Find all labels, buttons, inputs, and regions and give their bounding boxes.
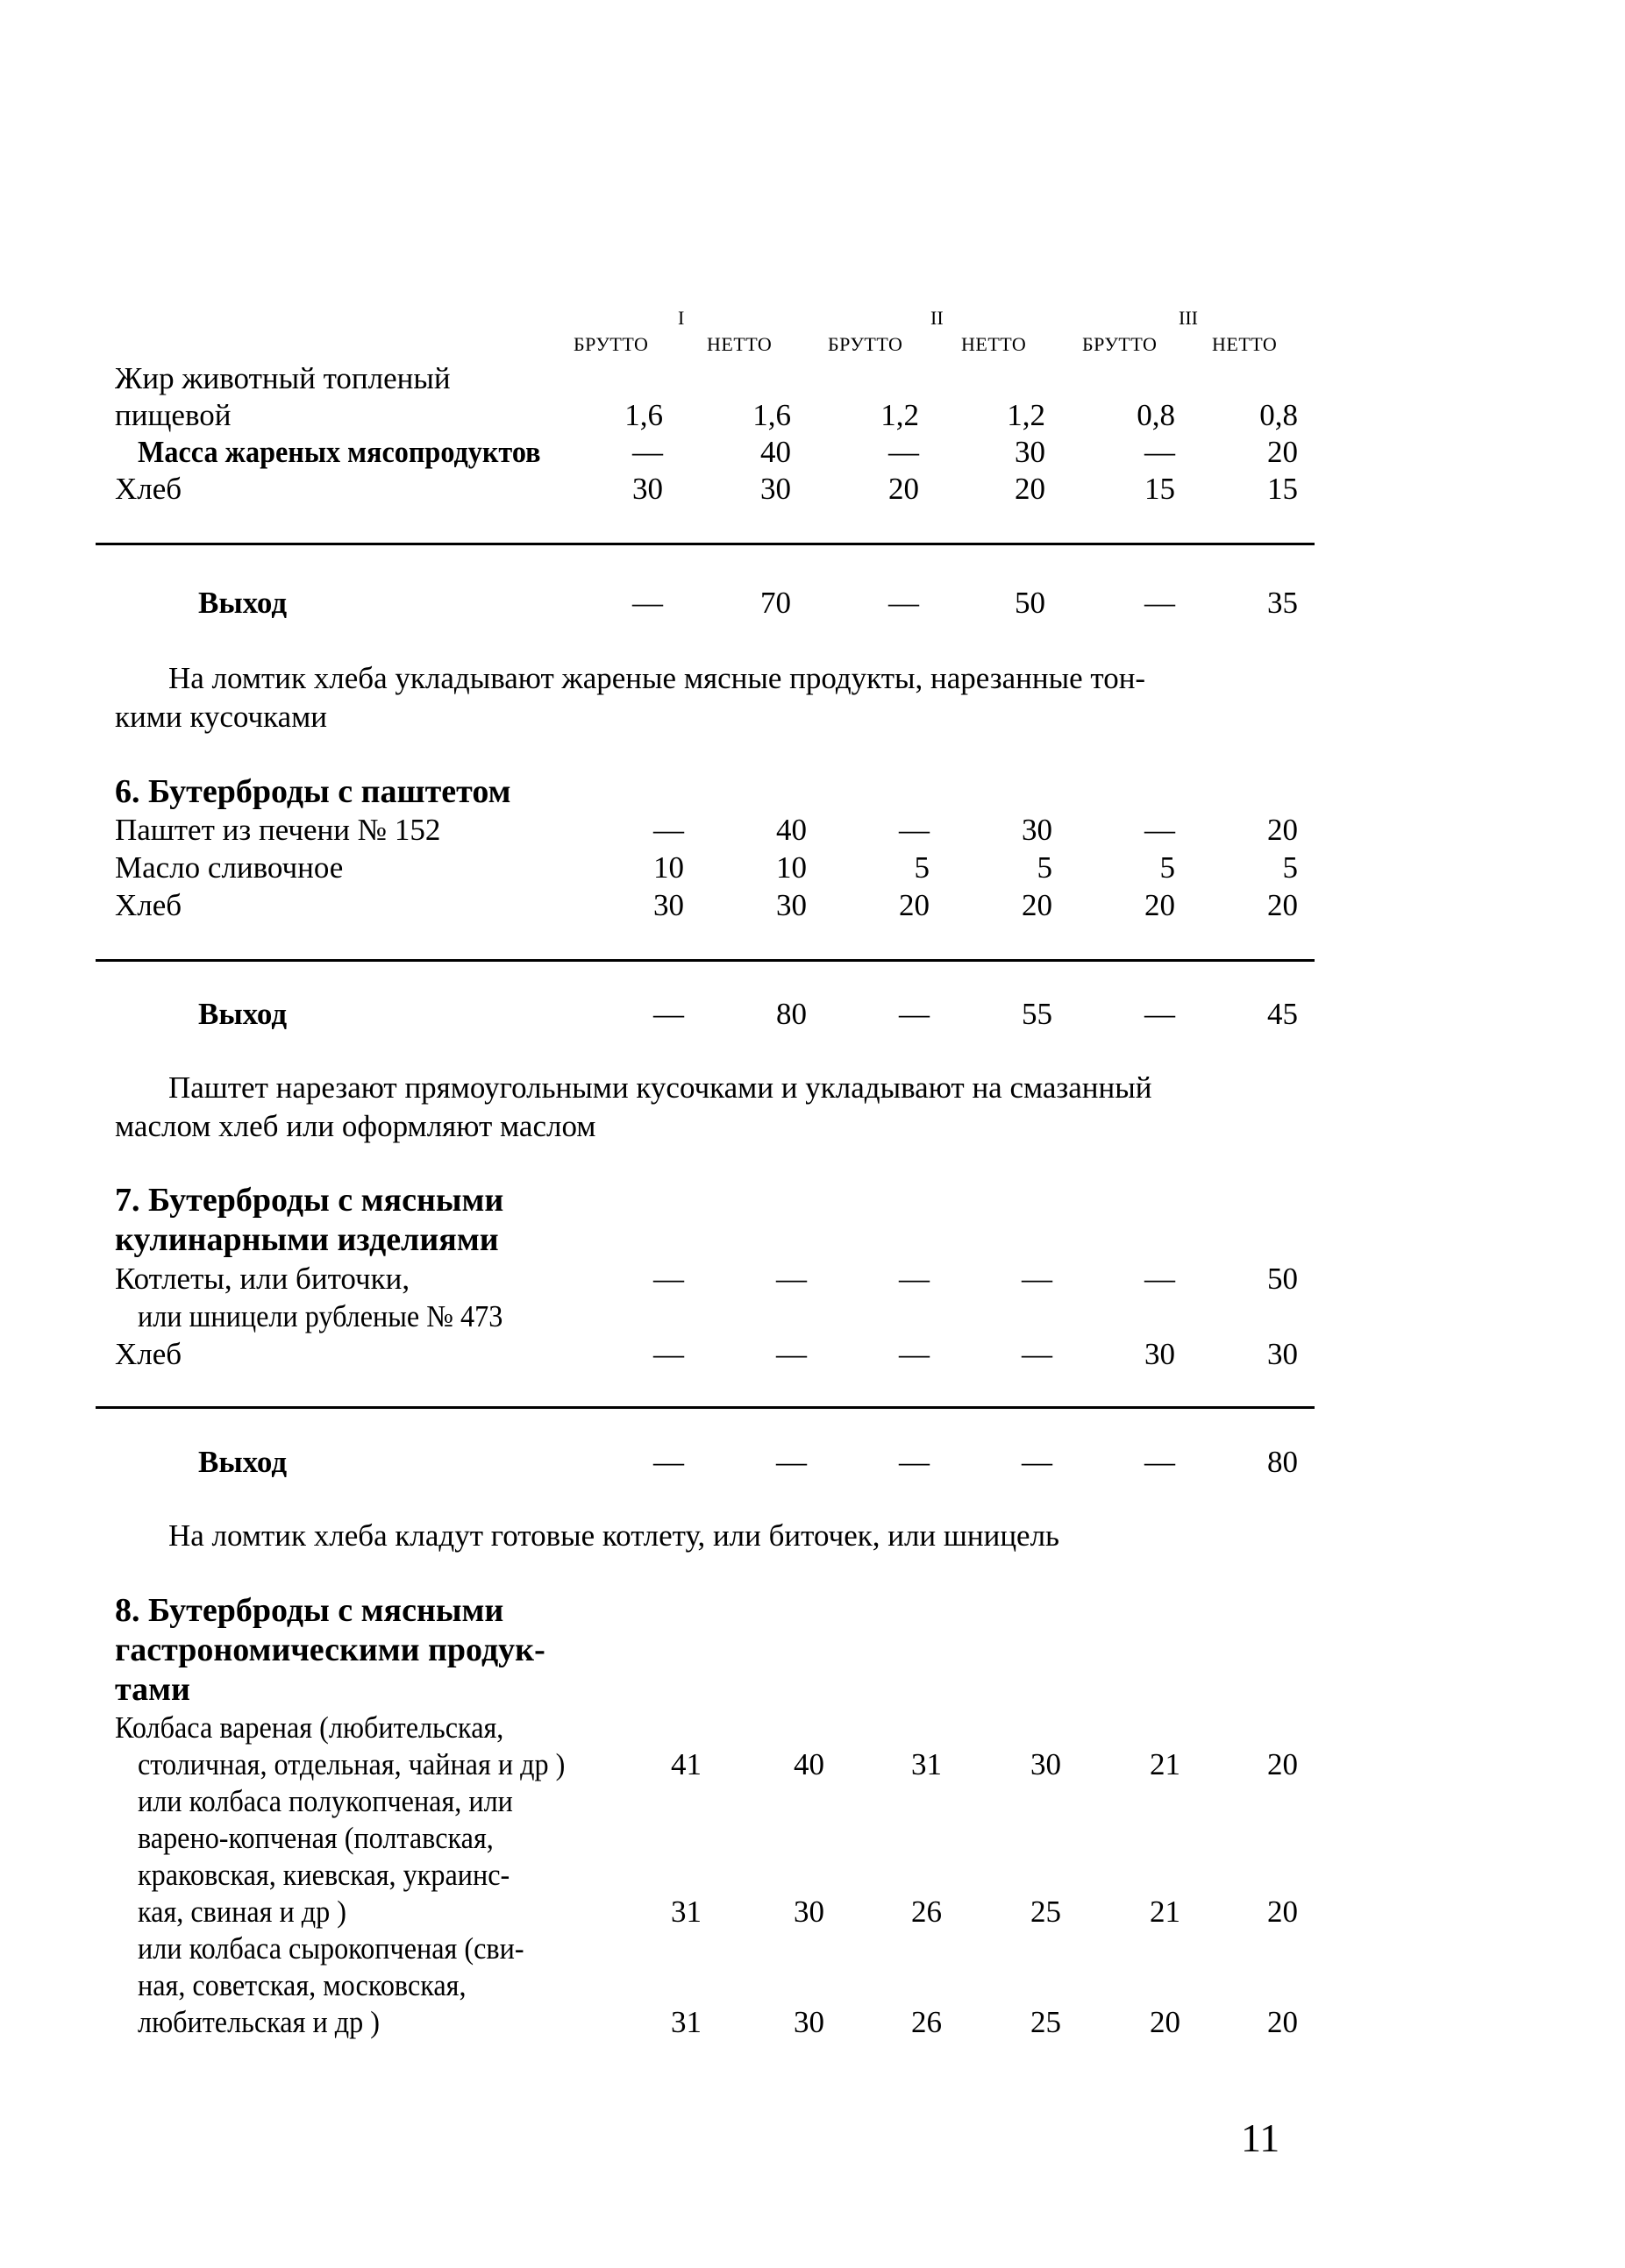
cell-value: — (653, 813, 684, 847)
cell-value: 20 (1150, 2005, 1180, 2039)
row-label: Хлеб (115, 472, 182, 506)
cell-value: 40 (776, 813, 807, 847)
cell-value: 30 (794, 1895, 824, 1929)
column-header-brutto-ii: БРУТТО (828, 333, 903, 355)
cell-value: 1,2 (880, 398, 919, 432)
cell-value: 30 (653, 888, 684, 922)
yield-value: 80 (1267, 1445, 1298, 1479)
yield-value: 70 (760, 586, 791, 620)
group-label-iii: III (1179, 307, 1198, 329)
yield-value: 50 (1015, 586, 1045, 620)
cell-value: 26 (911, 2005, 942, 2039)
cell-value: 1,6 (752, 398, 791, 432)
row-label: Котлеты, или биточки, (115, 1262, 410, 1296)
cell-value: — (1022, 1262, 1052, 1296)
cell-value: 1,6 (624, 398, 663, 432)
row-label: ная, советская, московская, (138, 1968, 467, 2002)
cell-value: — (1022, 1337, 1052, 1371)
cell-value: 30 (760, 472, 791, 506)
yield-value: — (1144, 997, 1175, 1031)
yield-value: — (1144, 1445, 1175, 1479)
yield-value: 55 (1022, 997, 1052, 1031)
yield-value: 35 (1267, 586, 1298, 620)
cell-value: 30 (1267, 1337, 1298, 1371)
cell-value: 0,8 (1259, 398, 1298, 432)
cell-value: 30 (1030, 1747, 1061, 1781)
cell-value: — (653, 1262, 684, 1296)
cell-value: 20 (1267, 435, 1298, 469)
cell-value: 21 (1150, 1747, 1180, 1781)
row-label: Колбаса вареная (любительская, (115, 1710, 504, 1745)
yield-value: 80 (776, 997, 807, 1031)
yield-value: — (776, 1445, 807, 1479)
preparation-note: Паштет нарезают прямоугольными кусочками и укладывают на смазанный (168, 1070, 1152, 1105)
cell-value: 1,2 (1007, 398, 1045, 432)
row-label: Паштет из печени № 152 (115, 813, 441, 847)
row-label: любительская и др ) (138, 2005, 380, 2039)
cell-value: 25 (1030, 2005, 1061, 2039)
group-label-ii: II (930, 307, 944, 329)
cell-value: 31 (911, 1747, 942, 1781)
section-title: кулинарными изделиями (115, 1221, 499, 1258)
cell-value: 0,8 (1137, 398, 1175, 432)
cell-value: — (653, 1337, 684, 1371)
table-rule (96, 1406, 1315, 1409)
yield-value: — (888, 586, 919, 620)
yield-value: — (1144, 586, 1175, 620)
yield-value: — (899, 997, 930, 1031)
preparation-note: На ломтик хлеба укладывают жареные мясные продукты, нарезанные тон- (168, 661, 1146, 695)
cell-value: 20 (1267, 888, 1298, 922)
row-label: Масса жареных мясопродуктов (138, 435, 541, 469)
table-rule (96, 959, 1315, 962)
yield-value: — (1022, 1445, 1052, 1479)
cell-value: 30 (776, 888, 807, 922)
page-number: 11 (1241, 2115, 1280, 2160)
cell-value: — (899, 1337, 930, 1371)
yield-value: — (899, 1445, 930, 1479)
cell-value: — (1144, 435, 1175, 469)
cell-value: 10 (653, 850, 684, 885)
yield-value: — (632, 586, 663, 620)
cell-value: 25 (1030, 1895, 1061, 1929)
column-header-brutto-i: БРУТТО (574, 333, 649, 355)
group-label-i: I (678, 307, 685, 329)
cell-value: 5 (1159, 850, 1175, 885)
cell-value: 30 (632, 472, 663, 506)
cell-value: 30 (794, 2005, 824, 2039)
cell-value: — (899, 1262, 930, 1296)
row-label: Хлеб (115, 1337, 182, 1371)
column-header-brutto-iii: БРУТТО (1082, 333, 1158, 355)
section-title: 6. Бутерброды с паштетом (115, 773, 511, 810)
cell-value: 10 (776, 850, 807, 885)
cell-value: 31 (671, 2005, 702, 2039)
row-label: Хлеб (115, 888, 182, 922)
preparation-note: кими кусочками (115, 700, 327, 734)
cell-value: — (1144, 813, 1175, 847)
cell-value: 20 (1022, 888, 1052, 922)
cell-value: 26 (911, 1895, 942, 1929)
yield-label: Выход (198, 997, 288, 1031)
cell-value: 20 (1144, 888, 1175, 922)
section-title: гастрономическими продук- (115, 1632, 545, 1668)
preparation-note: На ломтик хлеба кладут готовые котлету, или биточек, или шницель (168, 1518, 1060, 1553)
row-label: пищевой (115, 398, 232, 432)
cell-value: — (776, 1262, 807, 1296)
preparation-note: маслом хлеб или оформляют маслом (115, 1109, 596, 1143)
row-label: или колбаса сырокопченая (сви- (138, 1931, 524, 1966)
row-label: кая, свиная и др ) (138, 1895, 347, 1929)
row-label: или колбаса полукопченая, или (138, 1784, 513, 1818)
table-rule (96, 543, 1315, 545)
cell-value: 5 (1037, 850, 1052, 885)
cell-value: 40 (760, 435, 791, 469)
cell-value: 20 (1267, 1895, 1298, 1929)
section-title: тами (115, 1671, 190, 1708)
cell-value: 20 (1267, 813, 1298, 847)
row-label: столичная, отдельная, чайная и др ) (138, 1747, 566, 1781)
cell-value: 20 (1267, 2005, 1298, 2039)
yield-value: — (653, 997, 684, 1031)
cell-value: 20 (1267, 1747, 1298, 1781)
cell-value: — (632, 435, 663, 469)
cell-value: 20 (888, 472, 919, 506)
cell-value: 31 (671, 1895, 702, 1929)
section-title: 8. Бутерброды с мясными (115, 1592, 504, 1629)
cell-value: 20 (899, 888, 930, 922)
cell-value: — (899, 813, 930, 847)
cell-value: 30 (1015, 435, 1045, 469)
cell-value: — (776, 1337, 807, 1371)
cell-value: 41 (671, 1747, 702, 1781)
cell-value: 15 (1144, 472, 1175, 506)
cell-value: — (1144, 1262, 1175, 1296)
column-header-netto-i: НЕТТО (707, 333, 773, 355)
cell-value: — (888, 435, 919, 469)
column-header-netto-ii: НЕТТО (961, 333, 1027, 355)
row-label: краковская, киевская, украинс- (138, 1858, 510, 1892)
yield-value: — (653, 1445, 684, 1479)
cell-value: 30 (1022, 813, 1052, 847)
cell-value: 21 (1150, 1895, 1180, 1929)
column-header-netto-iii: НЕТТО (1212, 333, 1278, 355)
yield-label: Выход (198, 1445, 288, 1479)
cell-value: 5 (914, 850, 930, 885)
row-label: или шницели рубленые № 473 (138, 1299, 503, 1333)
cell-value: 15 (1267, 472, 1298, 506)
cell-value: 50 (1267, 1262, 1298, 1296)
cell-value: 30 (1144, 1337, 1175, 1371)
cell-value: 20 (1015, 472, 1045, 506)
row-label: варено-копченая (полтавская, (138, 1821, 494, 1855)
yield-value: 45 (1267, 997, 1298, 1031)
row-label: Масло сливочное (115, 850, 344, 885)
row-label: Жир животный топленый (115, 361, 451, 395)
yield-label: Выход (198, 586, 288, 620)
cell-value: 5 (1282, 850, 1298, 885)
section-title: 7. Бутерброды с мясными (115, 1182, 504, 1219)
cell-value: 40 (794, 1747, 824, 1781)
